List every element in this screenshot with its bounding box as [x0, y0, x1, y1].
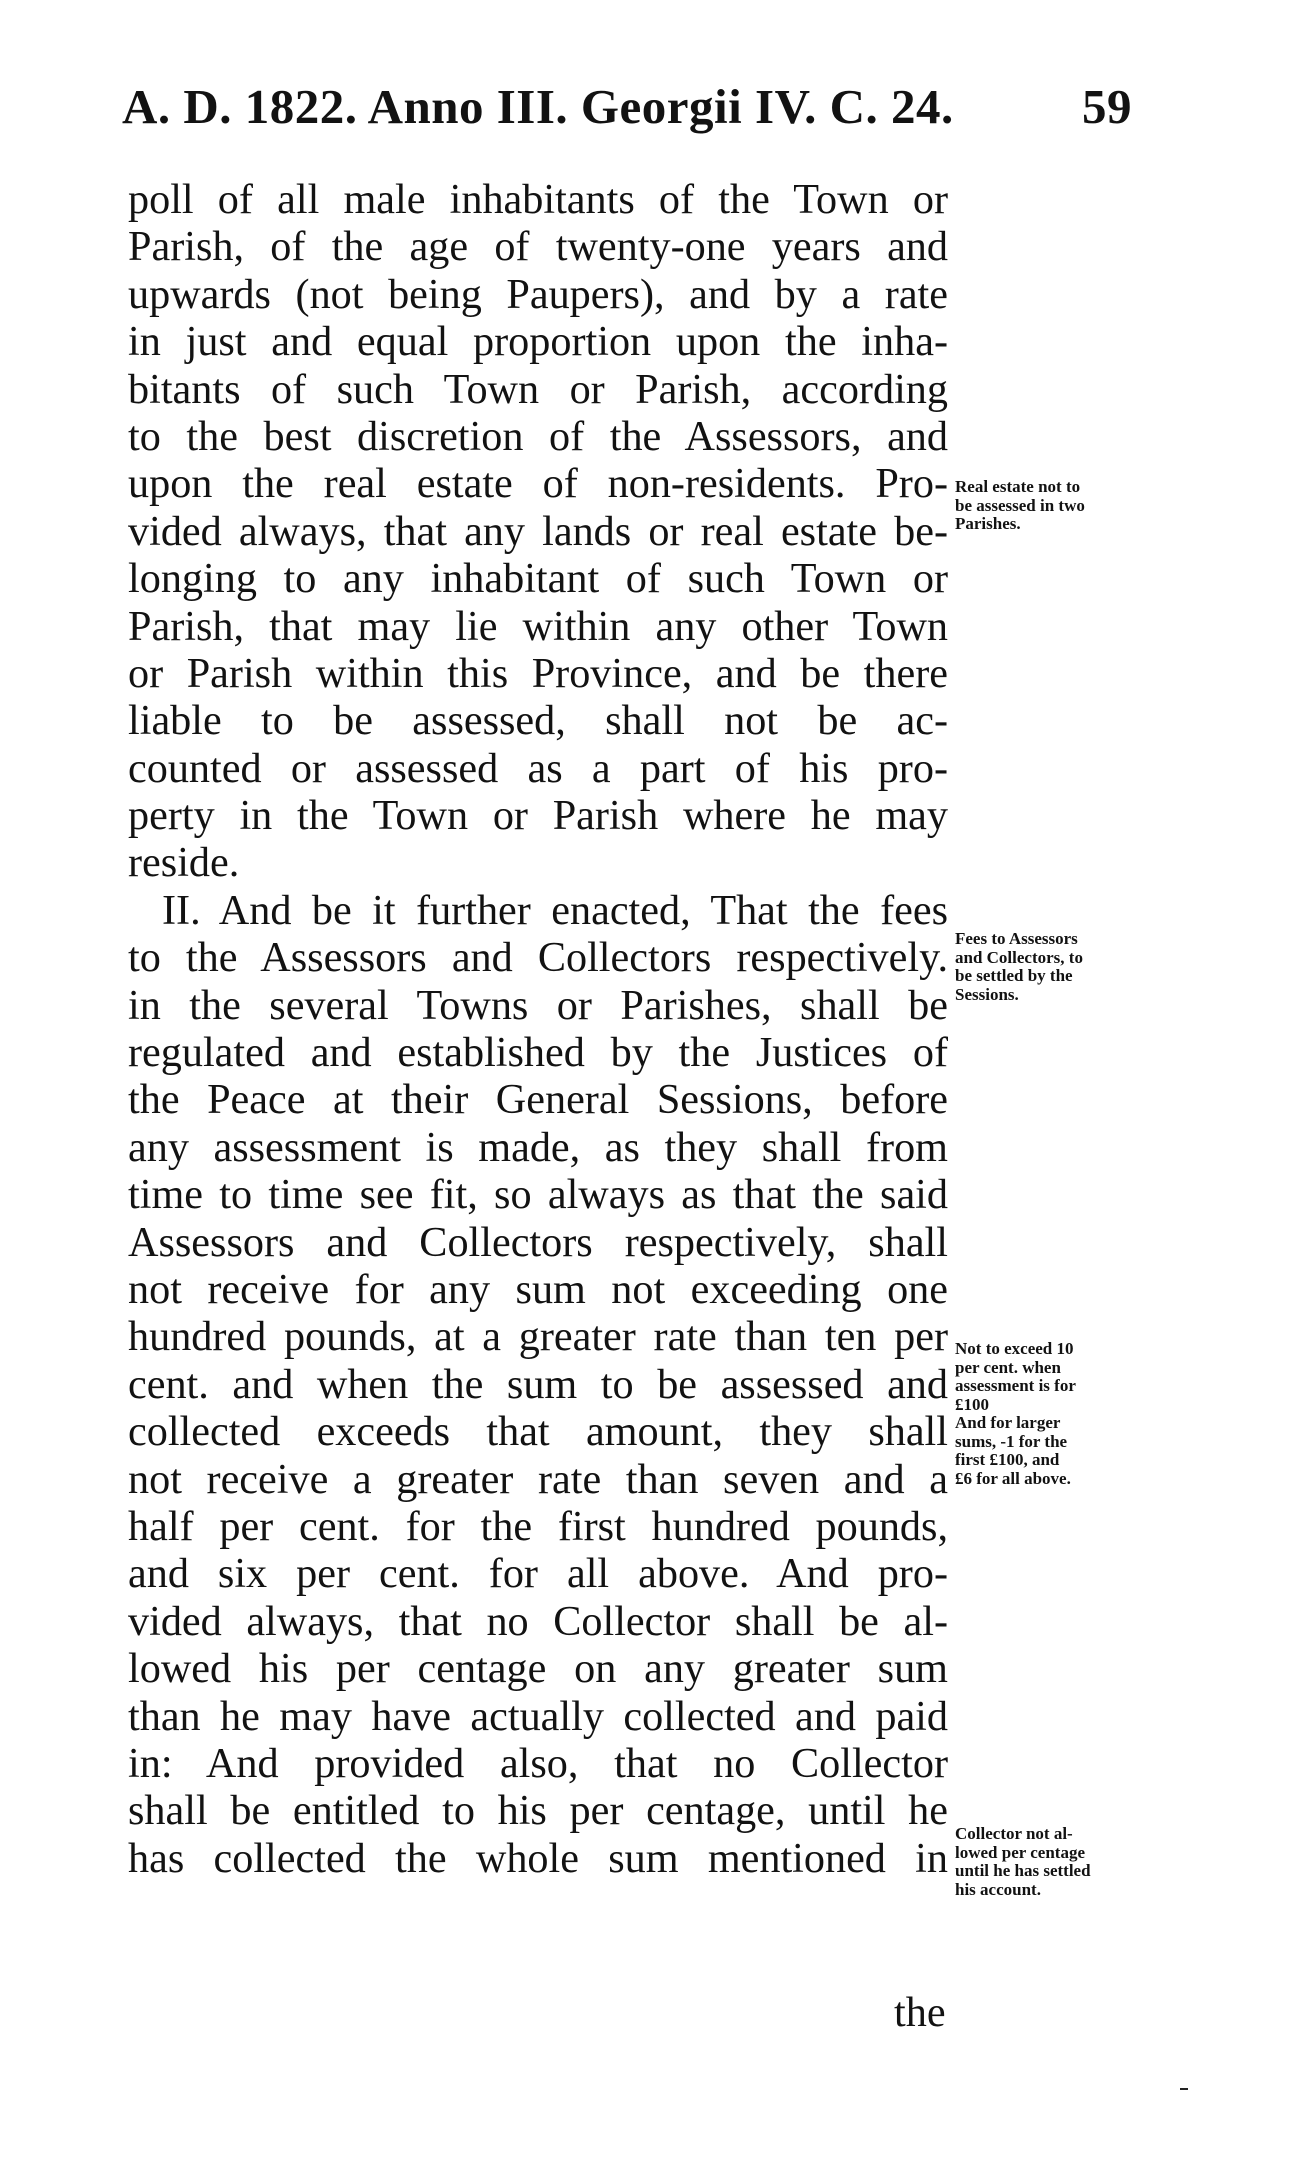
margin-note-line: Sessions.	[955, 984, 1019, 1004]
body-text	[128, 176, 948, 1882]
text-line: half per cent. for the first hundred pounds,	[128, 1502, 948, 1550]
header-citation: A. D. 1822. Anno III. Georgii IV. C. 24.	[122, 79, 954, 134]
page-number: 59	[1082, 79, 1132, 134]
text-line: counted or assessed as a part of his pro-	[128, 744, 948, 792]
text-line: vided always, that any lands or real estate be-	[128, 507, 948, 555]
text-line: regulated and established by the Justices of	[128, 1029, 948, 1077]
margin-note-line: his account.	[955, 1879, 1041, 1899]
text-line: lowed his per centage on any greater sum	[128, 1645, 948, 1693]
text-line: perty in the Town or Parish where he may	[128, 792, 948, 840]
text-line: in: And provided also, that no Collector	[128, 1739, 948, 1787]
margin-note-rates	[955, 1340, 1155, 1488]
margin-note-line: Fees to Assessors	[955, 929, 1078, 948]
margin-note-line: Parishes.	[955, 514, 1021, 533]
text-line: cent. and when the sum to be assessed and	[128, 1360, 948, 1408]
margin-note-line: until he has settled	[955, 1861, 1091, 1880]
text-line: or Parish within this Province, and be there	[128, 649, 948, 697]
margin-note-real-estate	[955, 478, 1155, 534]
margin-note-line: be assessed in two	[955, 495, 1085, 515]
text-line: vided always, that no Collector shall be al-	[128, 1597, 948, 1645]
margin-note-line: first £100, and	[955, 1450, 1060, 1469]
margin-note-line: £6 for all above.	[955, 1468, 1071, 1488]
margin-note-line: Not to exceed 10	[955, 1339, 1074, 1358]
text-line: shall be entitled to his per centage, until he	[128, 1787, 948, 1835]
catchword: the	[894, 1989, 946, 2036]
text-line: II. And be it further enacted, That the fees	[162, 886, 948, 934]
text-line: the Peace at their General Sessions, before	[128, 1076, 948, 1124]
text-line: time to time see fit, so always as that the said	[128, 1171, 948, 1219]
margin-note-fees	[955, 930, 1155, 1004]
text-line: longing to any inhabitant of such Town or	[128, 555, 948, 603]
text-line: not receive a greater rate than seven and a	[128, 1455, 948, 1503]
margin-note-line: And for larger	[955, 1413, 1061, 1432]
text-line: than he may have actually collected and paid	[128, 1692, 948, 1740]
text-line: collected exceeds that amount, they shall	[128, 1408, 948, 1456]
text-line: in just and equal proportion upon the inha-	[128, 318, 948, 366]
text-line: has collected the whole sum mentioned in	[128, 1834, 948, 1882]
text-line: poll of all male inhabitants of the Town or	[128, 176, 948, 223]
margin-note-line: be settled by the	[955, 966, 1073, 985]
running-header	[122, 78, 1132, 138]
text-line: upwards (not being Paupers), and by a rate	[128, 270, 948, 318]
text-line: Parish, of the age of twenty-one years and	[128, 223, 948, 271]
text-line: liable to be assessed, shall not be ac-	[128, 697, 948, 745]
margin-note-line: lowed per centage	[955, 1842, 1085, 1862]
text-line: any assessment is made, as they shall from	[128, 1123, 948, 1171]
margin-note-line: Real estate not to	[955, 477, 1081, 496]
text-line: in the several Towns or Parishes, shall be	[128, 981, 948, 1029]
text-line: to the best discretion of the Assessors, and	[128, 412, 948, 460]
text-line: Assessors and Collectors respectively, shall	[128, 1218, 948, 1266]
text-line: Parish, that may lie within any other Town	[128, 602, 948, 650]
text-line: and six per cent. for all above. And pro-	[128, 1550, 948, 1598]
margin-note-line: and Collectors, to	[955, 947, 1083, 967]
margin-note-line: per cent. when	[955, 1357, 1061, 1377]
text-line: reside.	[128, 839, 240, 887]
text-line: upon the real estate of non-residents. Pro-	[128, 460, 948, 508]
text-line: bitants of such Town or Parish, according	[128, 365, 948, 413]
margin-note-line: sums, -1 for the	[955, 1431, 1068, 1451]
margin-note-line: assessment is for	[955, 1376, 1076, 1395]
text-line: not receive for any sum not exceeding one	[128, 1265, 948, 1313]
margin-note-line: Collector not al-	[955, 1824, 1073, 1843]
text-line: hundred pounds, at a greater rate than ten per	[128, 1313, 948, 1361]
margin-note-collector	[955, 1825, 1155, 1899]
margin-note-line: £100	[955, 1394, 989, 1414]
margin-mark	[1180, 2088, 1188, 2090]
text-line: to the Assessors and Collectors respectively.	[128, 934, 948, 982]
